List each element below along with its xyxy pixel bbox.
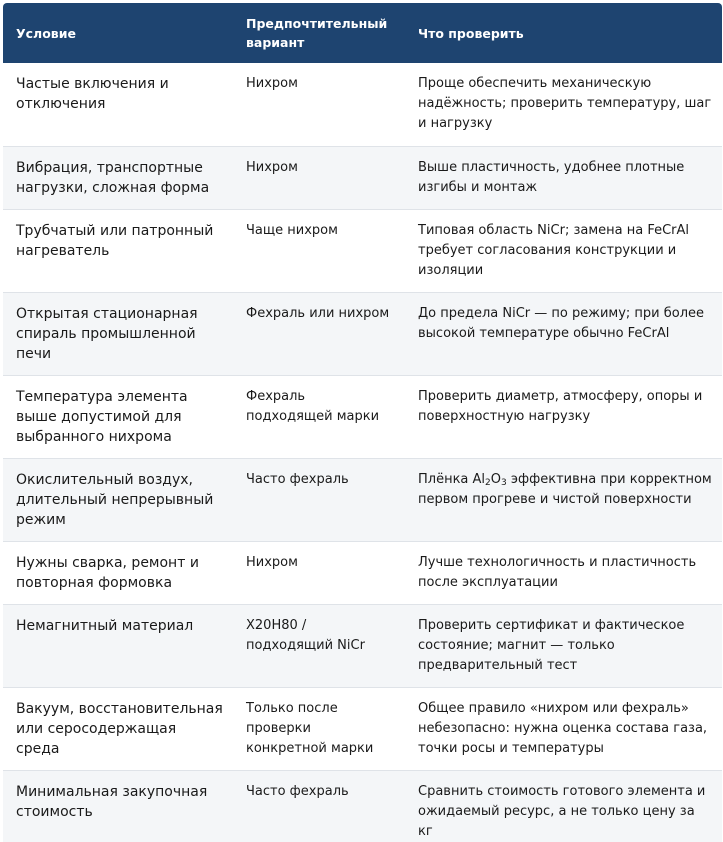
check-cell <box>405 458 722 541</box>
condition-cell: Немагнитный материал <box>3 604 233 687</box>
check-cell: До предела NiCr — по режиму; при более высокой температуре обычно FeCrAl <box>405 292 722 375</box>
table-row <box>3 458 722 541</box>
preferred-cell: Часто фехраль <box>233 770 405 842</box>
check-text-part: Плёнка Al <box>418 471 486 487</box>
check-cell: Типовая область NiCr; замена на FeCrAl требует согласования конструкции и изоляции <box>405 209 722 292</box>
condition-cell: Температура элемента выше допустимой для выбранного нихрома <box>3 375 233 458</box>
condition-cell: Минимальная закупочная стоимость <box>3 770 233 842</box>
preferred-cell: Х20Н80 / подходящий NiCr <box>233 604 405 687</box>
table-row <box>3 604 722 687</box>
condition-cell: Окислительный воздух, длительный непрерывный режим <box>3 458 233 541</box>
check-cell: Проверить диаметр, атмосферу, опоры и поверхностную нагрузку <box>405 375 722 458</box>
condition-cell: Вакуум, восстановительная или серосодержащая среда <box>3 687 233 770</box>
table-row <box>3 770 722 842</box>
comparison-table <box>3 3 722 842</box>
table-row <box>3 541 722 604</box>
table-row <box>3 292 722 375</box>
condition-cell: Вибрация, транспортные нагрузки, сложная форма <box>3 146 233 209</box>
check-cell: Лучше технологичность и пластичность после эксплуатации <box>405 541 722 604</box>
condition-cell: Частые включения и отключения <box>3 63 233 146</box>
subscript-3: 3 <box>501 477 507 488</box>
check-cell: Сравнить стоимость готового элемента и ожидаемый ресурс, а не только цену за кг <box>405 770 722 842</box>
preferred-cell: Часто фехраль <box>233 458 405 541</box>
table-row <box>3 687 722 770</box>
table-row <box>3 63 722 146</box>
preferred-cell: Только после проверки конкретной марки <box>233 687 405 770</box>
check-cell: Выше пластичность, удобнее плотные изгибы и монтаж <box>405 146 722 209</box>
preferred-cell: Нихром <box>233 541 405 604</box>
preferred-cell: Фехраль или нихром <box>233 292 405 375</box>
check-cell: Общее правило «нихром или фехраль» небезопасно: нужна оценка состава газа, точки росы и температуры <box>405 687 722 770</box>
preferred-cell: Нихром <box>233 146 405 209</box>
check-cell: Проверить сертификат и фактическое состояние; магнит — только предварительный тест <box>405 604 722 687</box>
condition-cell: Нужны сварка, ремонт и повторная формовка <box>3 541 233 604</box>
check-text-part: O <box>490 471 502 487</box>
preferred-cell: Фехраль подходящей марки <box>233 375 405 458</box>
preferred-cell: Нихром <box>233 63 405 146</box>
header-preferred: Предпочтительный вариант <box>233 3 405 63</box>
header-condition: Условие <box>3 3 233 63</box>
table-header-row <box>3 3 722 63</box>
table-row <box>3 209 722 292</box>
header-check: Что проверить <box>405 3 722 63</box>
check-cell: Проще обеспечить механическую надёжность; проверить температуру, шаг и нагрузку <box>405 63 722 146</box>
condition-cell: Открытая стационарная спираль промышленной печи <box>3 292 233 375</box>
table-row <box>3 375 722 458</box>
condition-cell: Трубчатый или патронный нагреватель <box>3 209 233 292</box>
comparison-table-container <box>3 3 722 842</box>
check-text-part: эффективна при корректном первом прогреве и чистой поверхности <box>418 471 712 507</box>
subscript-2: 2 <box>485 477 491 488</box>
table-row <box>3 146 722 209</box>
preferred-cell: Чаще нихром <box>233 209 405 292</box>
